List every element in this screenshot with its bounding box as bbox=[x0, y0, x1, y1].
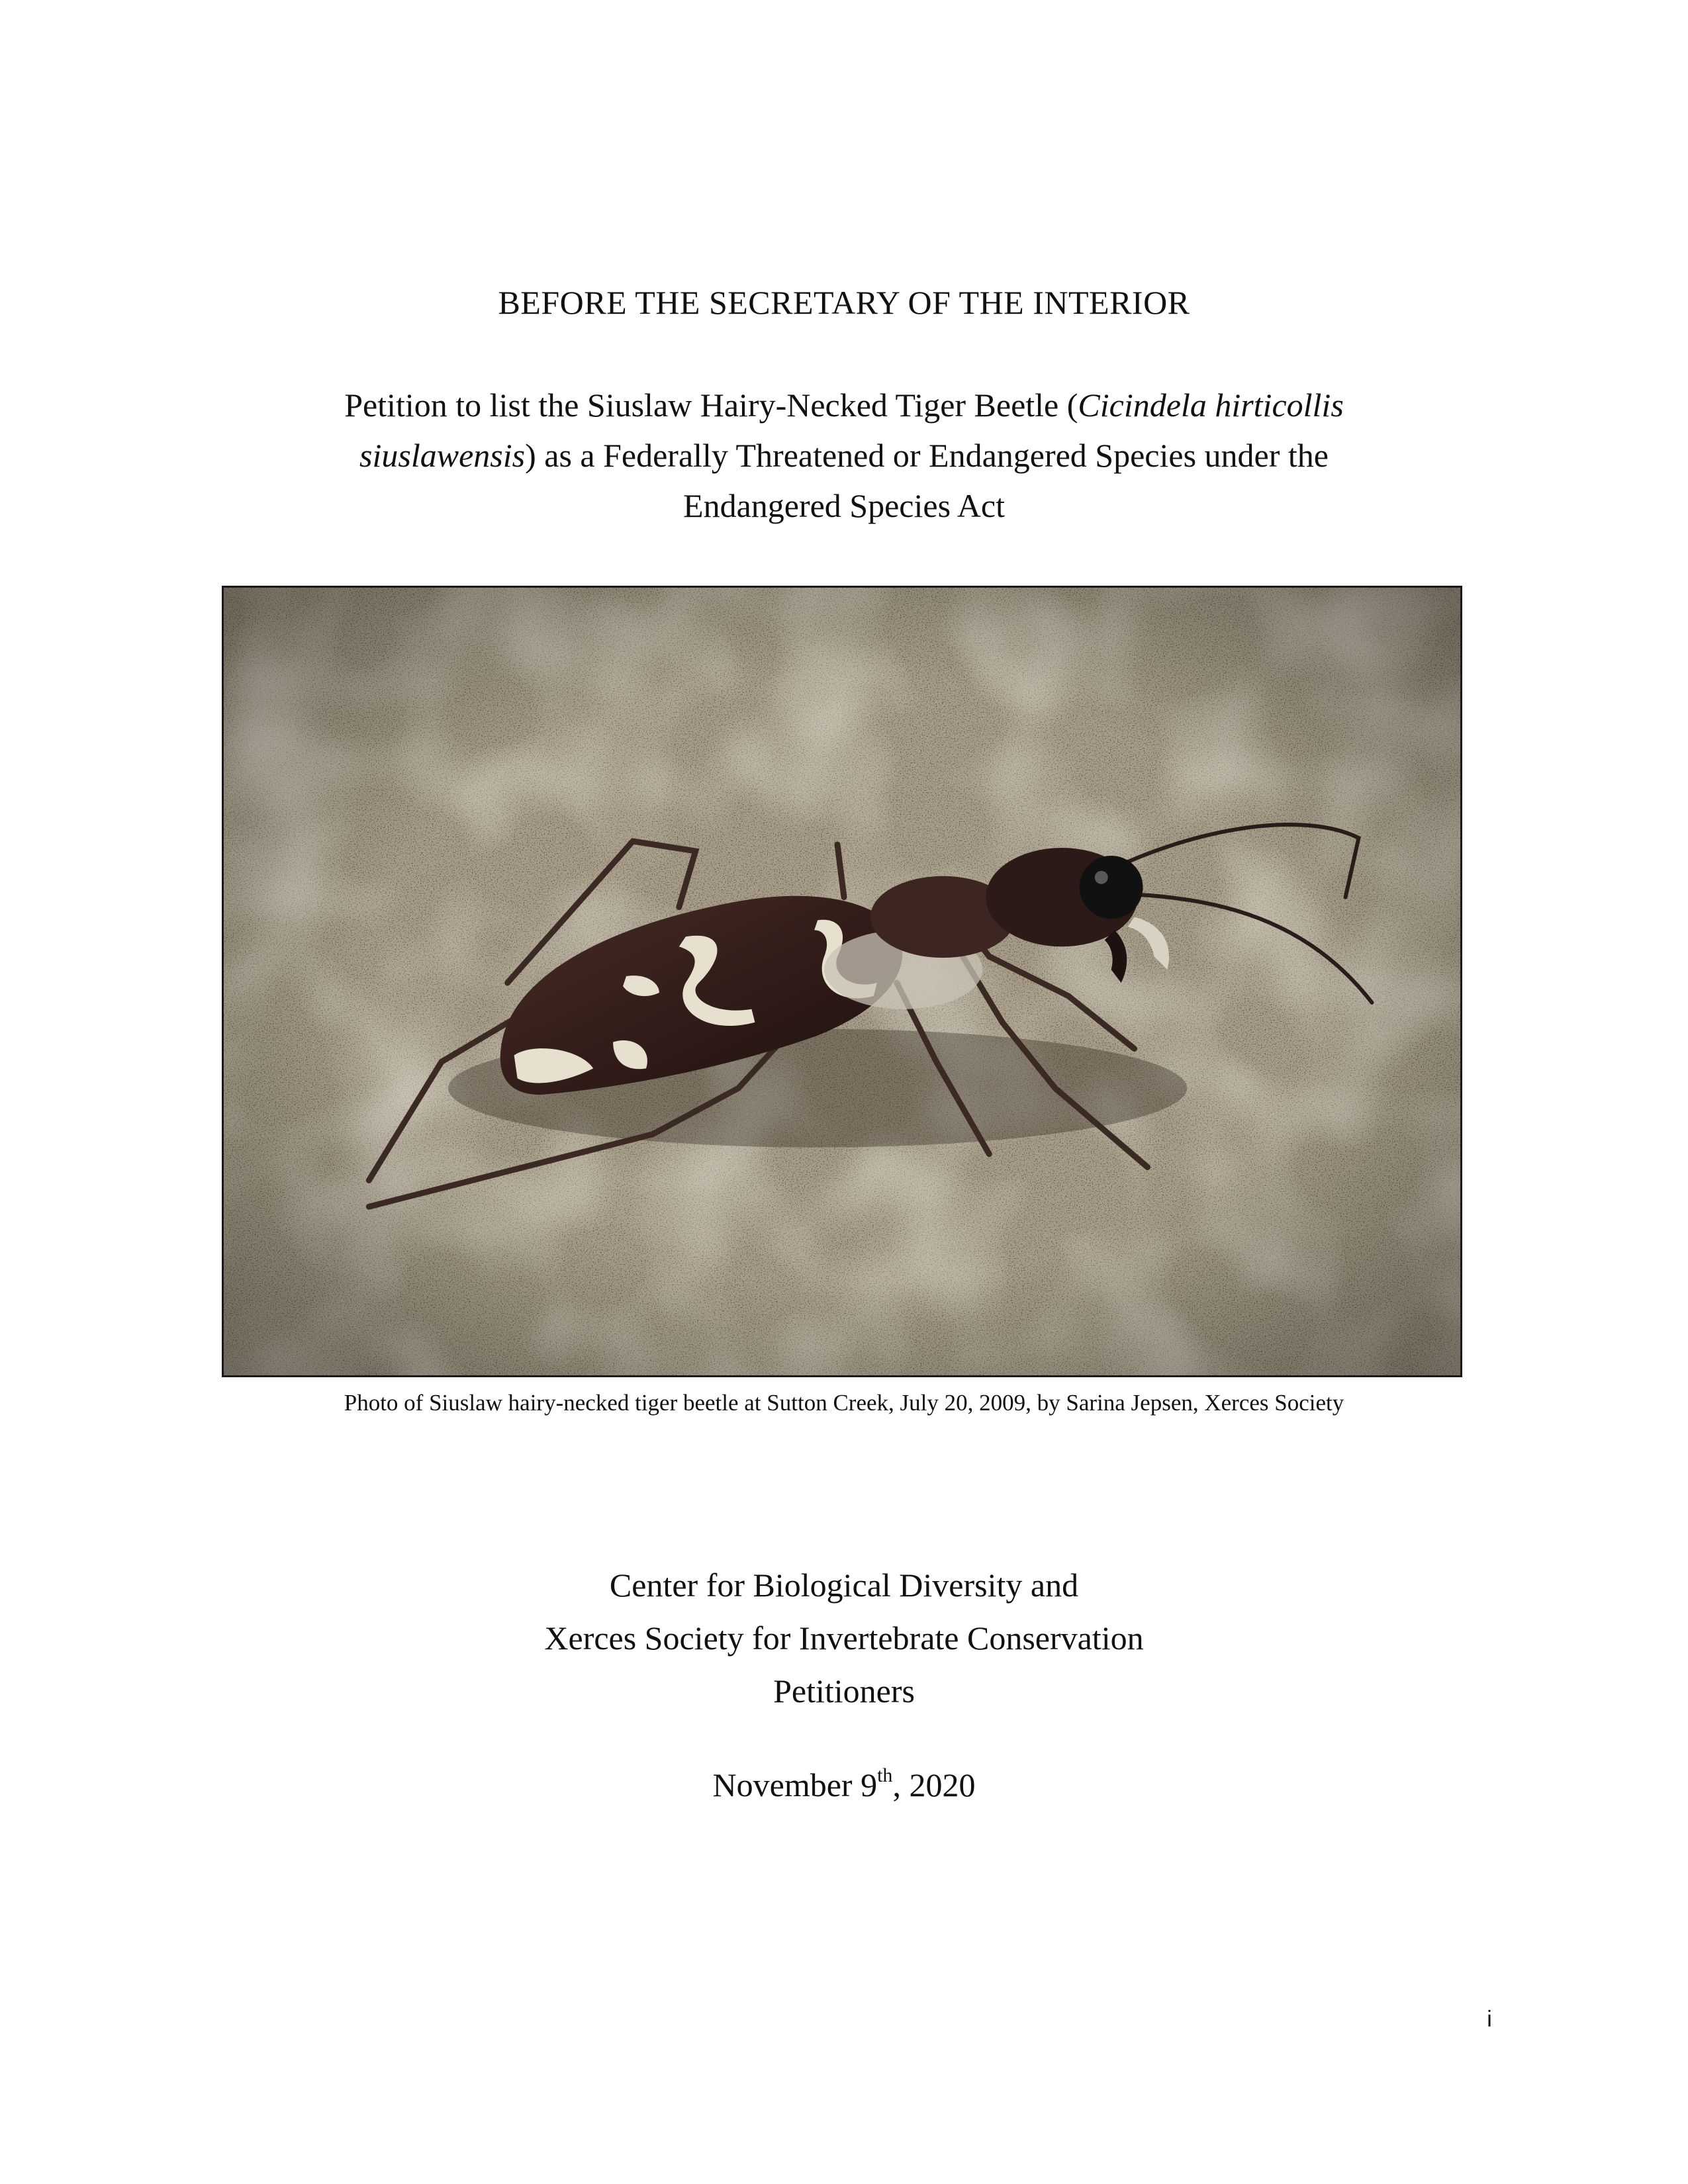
petition-date bbox=[0, 1766, 1688, 1804]
petitioner-1: Center for Biological Diversity and bbox=[609, 1567, 1079, 1604]
photo-caption: Photo of Siuslaw hairy-necked tiger beetle at Sutton Creek, July 20, 2009, by Sarina Jepsen, Xerces Society bbox=[344, 1390, 1344, 1416]
species-name-subspecies: siuslawensis bbox=[359, 437, 526, 474]
petitioner-2: Xerces Society for Invertebrate Conservation bbox=[544, 1619, 1144, 1657]
petitioners-label: Petitioners bbox=[773, 1672, 915, 1709]
petition-title bbox=[218, 380, 1470, 531]
beetle-photo-illustration bbox=[224, 588, 1460, 1375]
petition-title-part1: Petition to list the Siuslaw Hairy-Necked Tiger Beetle ( bbox=[344, 387, 1078, 424]
petition-title-part2: ) as a Federally Threatened or Endangered Species under the bbox=[525, 437, 1329, 474]
petition-title-part3: Endangered Species Act bbox=[683, 487, 1005, 524]
page-number: i bbox=[1487, 2007, 1492, 2032]
date-ordinal-suffix: th bbox=[877, 1764, 893, 1786]
date-month-day: November 9 bbox=[712, 1766, 878, 1803]
date-year: , 2020 bbox=[892, 1766, 976, 1803]
beetle-photo bbox=[222, 586, 1462, 1377]
petitioners-block bbox=[0, 1559, 1688, 1717]
document-heading: BEFORE THE SECRETARY OF THE INTERIOR bbox=[498, 284, 1190, 321]
species-name-genus: Cicindela hirticollis bbox=[1078, 387, 1344, 424]
